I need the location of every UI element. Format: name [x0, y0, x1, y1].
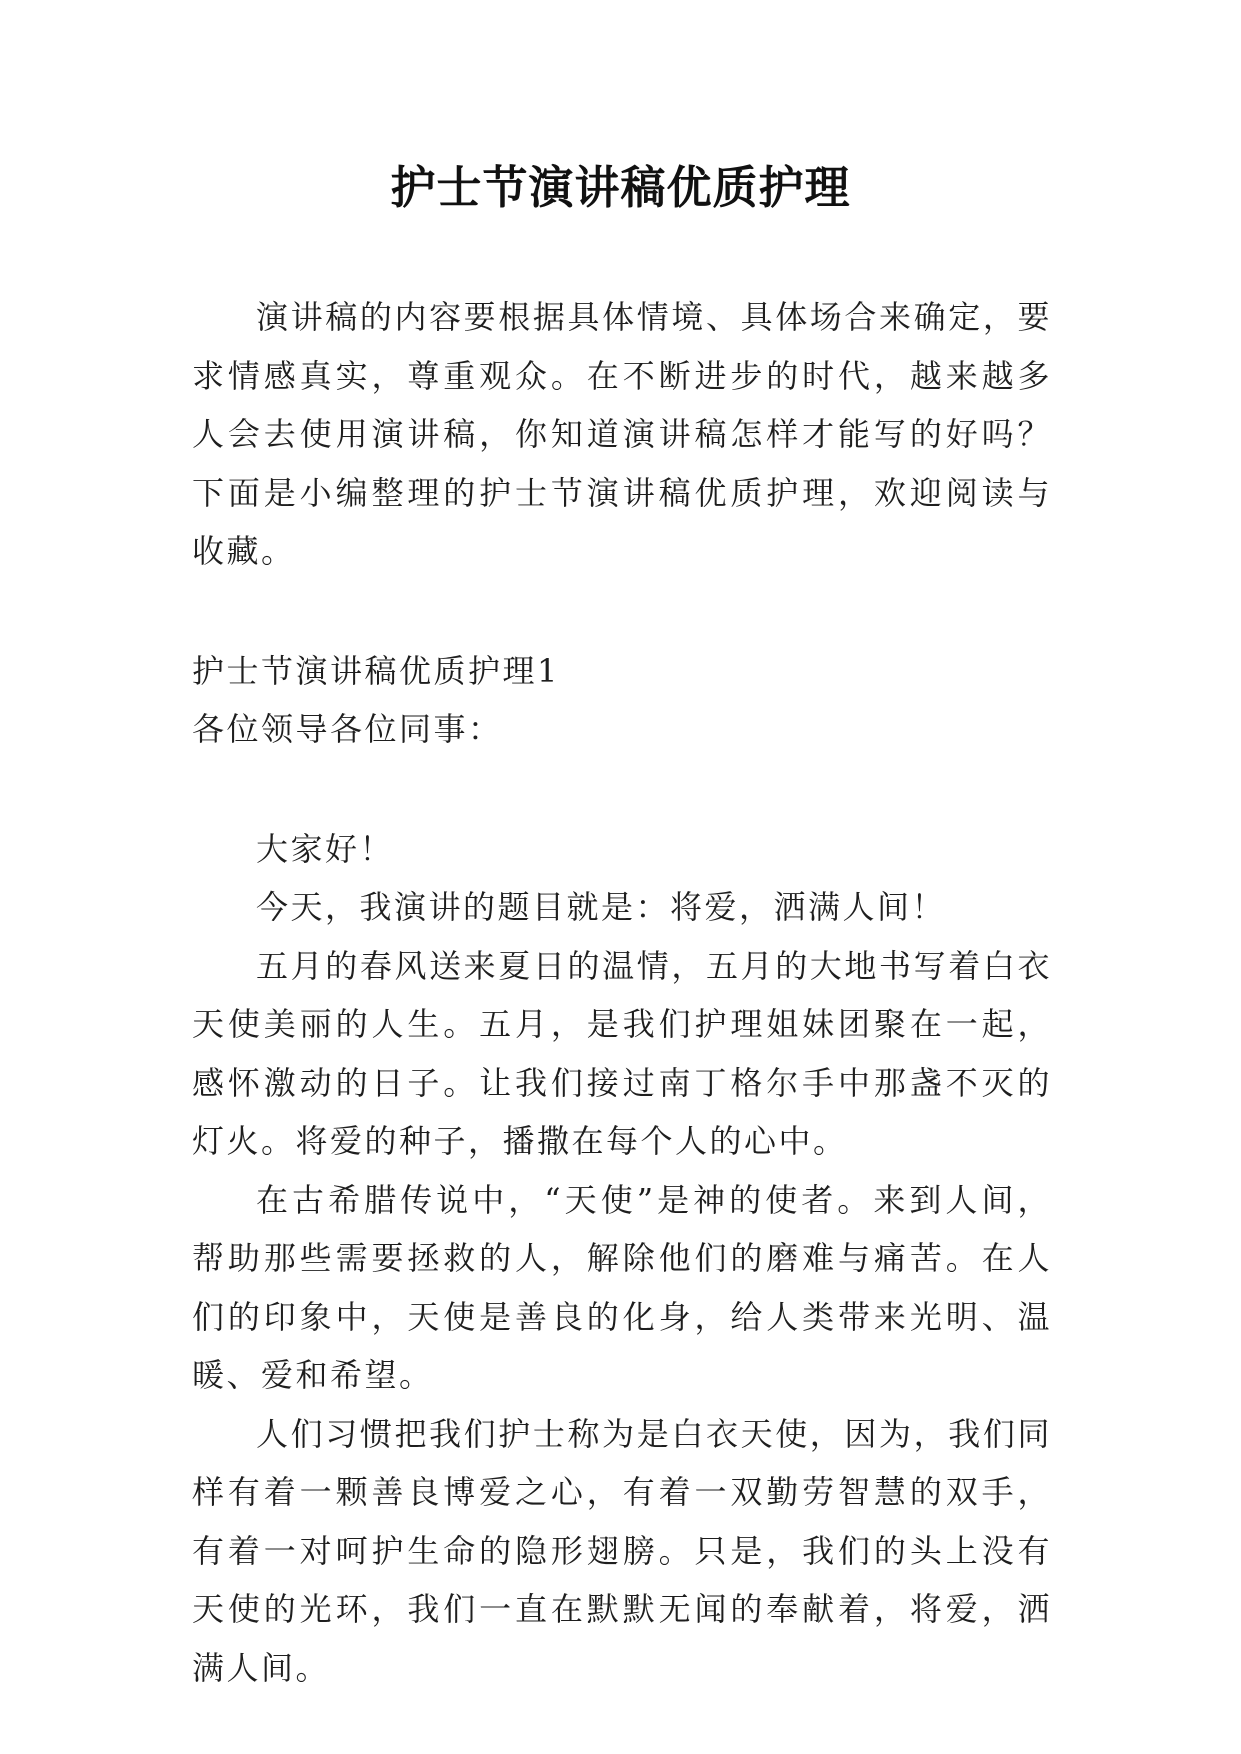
intro-paragraph: 演讲稿的内容要根据具体情境、具体场合来确定，要求情感真实，尊重观众。在不断进步的时代，越来越多人会去使用演讲稿，你知道演讲稿怎样才能写的好吗？下面是小编整理的护士节演讲稿优质护理，欢迎阅读与收藏。: [192, 298, 1052, 570]
body-paragraph: 今天，我演讲的题目就是：将爱，洒满人间！: [256, 888, 947, 926]
body-paragraph: 在古希腊传说中，“天使”是神的使者。来到人间，帮助那些需要拯救的人，解除他们的磨难与痛苦。在人们的印象中，天使是善良的化身，给人类带来光明、温暖、爱和希望。: [192, 1180, 1052, 1394]
document-title: 护士节演讲稿优质护理: [390, 161, 851, 214]
salutation: 各位领导各位同事：: [192, 710, 503, 748]
section-heading: 护士节演讲稿优质护理1: [192, 651, 560, 690]
spacer: [192, 581, 1052, 642]
spacer: [192, 759, 1052, 820]
body-paragraph: 人们习惯把我们护士称为是白衣天使，因为，我们同样有着一颗善良博爱之心，有着一双勤劳智慧的双手，有着一对呵护生命的隐形翅膀。只是，我们的头上没有天使的光环，我们一直在默默无闻的奉献着，将爱，洒满人间。: [192, 1414, 1052, 1687]
body-paragraph: 大家好！: [256, 829, 395, 868]
document-body: [192, 288, 1052, 1697]
body-paragraph: 五月的春风送来夏日的温情，五月的大地书写着白衣天使美丽的人生。五月，是我们护理姐妹团聚在一起，感怀激动的日子。让我们接过南丁格尔手中那盏不灭的灯火。将爱的种子，播撒在每个人的心中。: [192, 946, 1052, 1160]
